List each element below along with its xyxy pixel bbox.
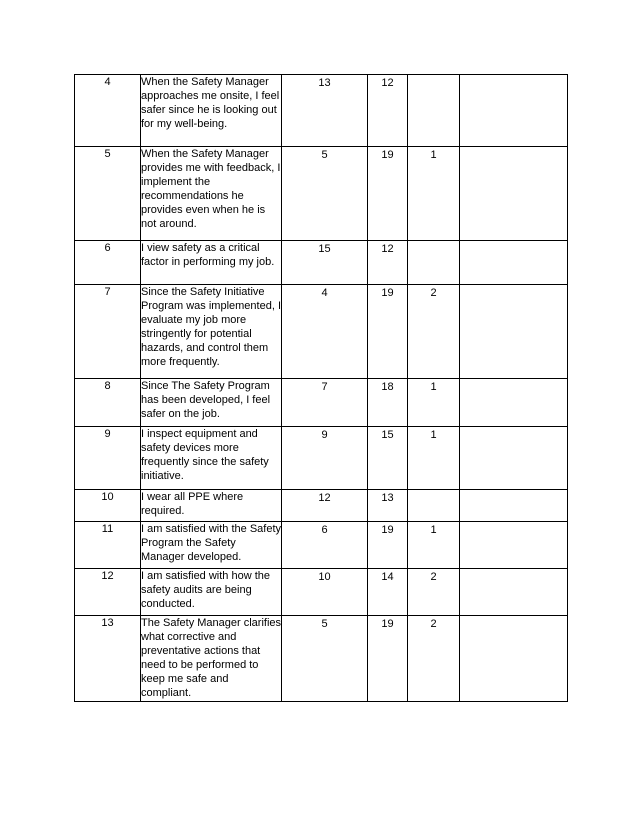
item-number: 8 [75,379,141,427]
table-row [75,569,568,616]
response-count-col3 [408,241,460,285]
table-row [75,616,568,702]
response-count-col4 [460,490,568,522]
survey-results-table [74,74,568,702]
response-count-col1: 5 [282,616,368,702]
statement-cell [141,616,282,702]
table-row [75,427,568,490]
statement-text: I wear all PPE where required. [141,491,244,517]
item-number: 13 [75,616,141,702]
statement-text: I view safety as a critical factor in performing my job. [141,242,275,268]
response-count-col2: 19 [368,147,408,241]
response-count-col1: 6 [282,522,368,569]
item-number: 6 [75,241,141,285]
response-count-col4 [460,569,568,616]
response-count-col3: 1 [408,379,460,427]
response-count-col4 [460,427,568,490]
response-count-col1: 10 [282,569,368,616]
statement-text: When the Safety Manager provides me with feedback, I implement the recommendations he provides even when he is not around. [141,148,281,230]
table-row [75,147,568,241]
item-number: 11 [75,522,141,569]
statement-cell [141,241,282,285]
response-count-col2: 19 [368,285,408,379]
statement-cell [141,427,282,490]
item-number: 12 [75,569,141,616]
response-count-col2: 18 [368,379,408,427]
statement-cell [141,285,282,379]
statement-text: I am satisfied with the Safety Program the Safety Manager developed. [141,523,282,563]
item-number: 5 [75,147,141,241]
response-count-col4 [460,379,568,427]
response-count-col2: 19 [368,522,408,569]
item-number: 7 [75,285,141,379]
statement-cell [141,147,282,241]
table-row [75,75,568,147]
table-row [75,490,568,522]
response-count-col3 [408,490,460,522]
statement-text: I am satisfied with how the safety audits are being conducted. [141,570,271,610]
response-count-col4 [460,285,568,379]
response-count-col1: 12 [282,490,368,522]
statement-cell [141,522,282,569]
response-count-col4 [460,75,568,147]
response-count-col2: 19 [368,616,408,702]
response-count-col1: 13 [282,75,368,147]
response-count-col3: 1 [408,522,460,569]
response-count-col2: 13 [368,490,408,522]
statement-text: Since the Safety Initiative Program was implemented, I evaluate my job more stringently for potential hazards, and control them more frequently. [141,286,281,368]
response-count-col1: 7 [282,379,368,427]
statement-cell [141,75,282,147]
response-count-col4 [460,241,568,285]
response-count-col4 [460,147,568,241]
item-number: 10 [75,490,141,522]
response-count-col3: 2 [408,569,460,616]
response-count-col1: 5 [282,147,368,241]
statement-cell [141,379,282,427]
response-count-col3: 1 [408,427,460,490]
table-row [75,379,568,427]
statement-text: The Safety Manager clarifies what corrective and preventative actions that need to be performed to keep me safe and compliant. [141,617,282,699]
table-row [75,241,568,285]
response-count-col1: 9 [282,427,368,490]
response-count-col2: 14 [368,569,408,616]
statement-text: When the Safety Manager approaches me onsite, I feel safer since he is looking out for my well-being. [141,76,280,130]
statement-text: I inspect equipment and safety devices more frequently since the safety initiative. [141,428,269,482]
item-number: 9 [75,427,141,490]
item-number: 4 [75,75,141,147]
response-count-col3: 2 [408,616,460,702]
statement-cell [141,490,282,522]
response-count-col4 [460,616,568,702]
response-count-col2: 12 [368,75,408,147]
table-row [75,285,568,379]
response-count-col1: 15 [282,241,368,285]
statement-text: Since The Safety Program has been developed, I feel safer on the job. [141,380,271,420]
response-count-col2: 15 [368,427,408,490]
response-count-col3: 1 [408,147,460,241]
table-row [75,522,568,569]
response-count-col3 [408,75,460,147]
response-count-col3: 2 [408,285,460,379]
statement-cell [141,569,282,616]
response-count-col1: 4 [282,285,368,379]
response-count-col2: 12 [368,241,408,285]
response-count-col4 [460,522,568,569]
